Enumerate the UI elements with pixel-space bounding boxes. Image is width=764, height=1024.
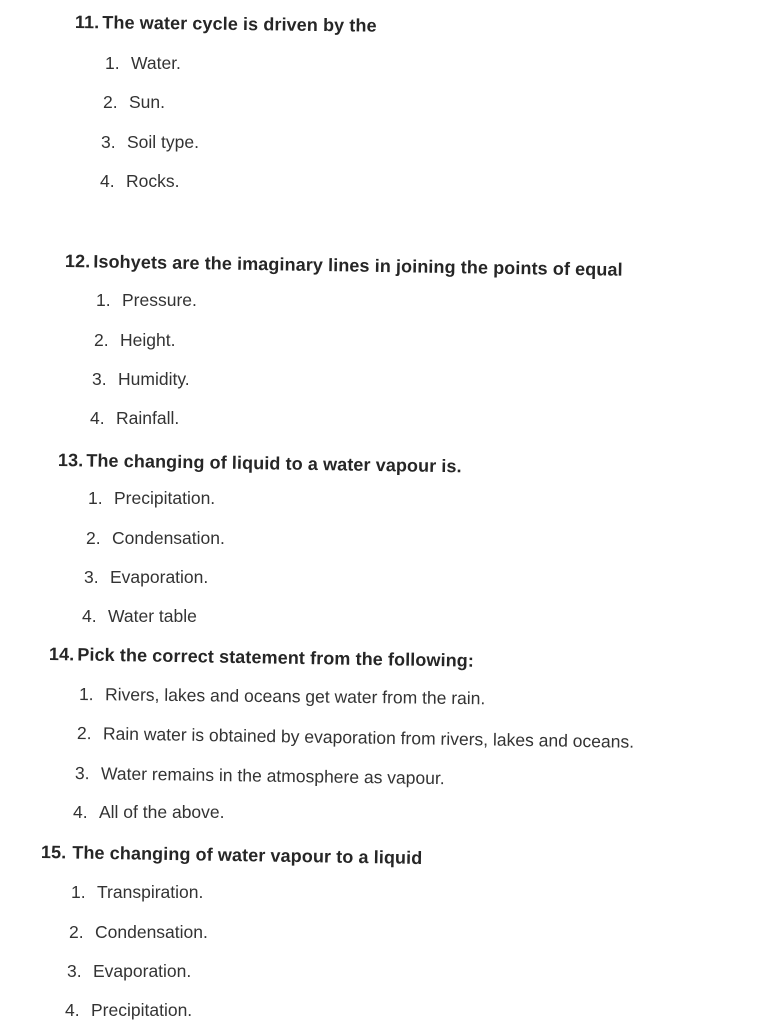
option-number: 2. [86, 528, 101, 548]
question-number: 15. [40, 842, 67, 863]
option-number: 3. [92, 369, 107, 389]
option [69, 922, 208, 943]
option-number: 4. [65, 1000, 80, 1020]
option [86, 528, 225, 549]
option [67, 961, 191, 982]
option [105, 53, 181, 74]
option-text: Water table [108, 606, 197, 626]
question-text: The changing of liquid to a water vapour is. [86, 450, 462, 477]
option-number: 3. [74, 763, 90, 784]
question-number: 14. [48, 644, 75, 665]
option [101, 132, 199, 153]
option-number: 4. [73, 802, 88, 822]
option-text: Rain water is obtained by evaporation from rivers, lakes and oceans. [102, 723, 635, 752]
option-text: Water remains in the atmosphere as vapour. [100, 763, 445, 789]
option-text: Precipitation. [114, 488, 216, 508]
question-title [49, 644, 474, 672]
option-number: 1. [71, 882, 86, 902]
option-text: Transpiration. [97, 882, 204, 902]
option-number: 2. [76, 723, 92, 744]
option [96, 290, 197, 311]
option-number: 4. [82, 606, 97, 626]
option-text: Precipitation. [91, 1000, 193, 1020]
option-text: Humidity. [118, 369, 190, 389]
question-number: 12. [64, 251, 91, 272]
question-text: Isohyets are the imaginary lines in joining the points of equal [93, 251, 623, 280]
option-text: Height. [120, 330, 176, 350]
option [103, 92, 165, 113]
option-text: Evaporation. [110, 567, 209, 587]
option [88, 488, 215, 509]
option-number: 1. [88, 488, 103, 508]
option-number: 2. [103, 92, 118, 112]
option [94, 330, 175, 351]
option [92, 369, 190, 390]
option-number: 1. [96, 290, 111, 310]
option-number: 2. [69, 922, 84, 942]
option-number: 4. [90, 408, 105, 428]
option-text: Sun. [129, 92, 165, 112]
option-number: 3. [67, 961, 82, 981]
option-text: Soil type. [127, 132, 199, 152]
option [73, 802, 225, 823]
option [84, 567, 208, 588]
option [90, 408, 179, 429]
option [82, 606, 197, 627]
option [79, 684, 486, 709]
option-number: 3. [101, 132, 116, 152]
option [75, 763, 445, 789]
question-title [75, 12, 377, 37]
option-number: 3. [84, 567, 99, 587]
option-text: All of the above. [99, 802, 225, 822]
option-number: 1. [105, 53, 120, 73]
option-number: 2. [94, 330, 109, 350]
option-text: Rainfall. [116, 408, 180, 428]
option [77, 723, 634, 753]
option-text: Pressure. [122, 290, 197, 310]
question-text: Pick the correct statement from the following: [77, 644, 475, 671]
option-text: Condensation. [95, 922, 208, 942]
option [100, 171, 179, 192]
option [65, 1000, 192, 1021]
question-text: The changing of water vapour to a liquid [72, 842, 423, 868]
option-text: Rivers, lakes and oceans get water from the rain. [104, 684, 486, 709]
option-text: Rocks. [126, 171, 180, 191]
option-text: Water. [131, 53, 181, 73]
question-text: The water cycle is driven by the [102, 12, 377, 36]
option-text: Evaporation. [93, 961, 192, 981]
option-number: 1. [78, 684, 94, 705]
question-title [41, 842, 423, 869]
option-text: Condensation. [112, 528, 225, 548]
question-number: 13. [57, 450, 84, 471]
question-title [58, 450, 462, 477]
question-number: 11. [74, 12, 100, 33]
question-title [65, 251, 623, 281]
option-number: 4. [100, 171, 115, 191]
option [71, 882, 203, 903]
